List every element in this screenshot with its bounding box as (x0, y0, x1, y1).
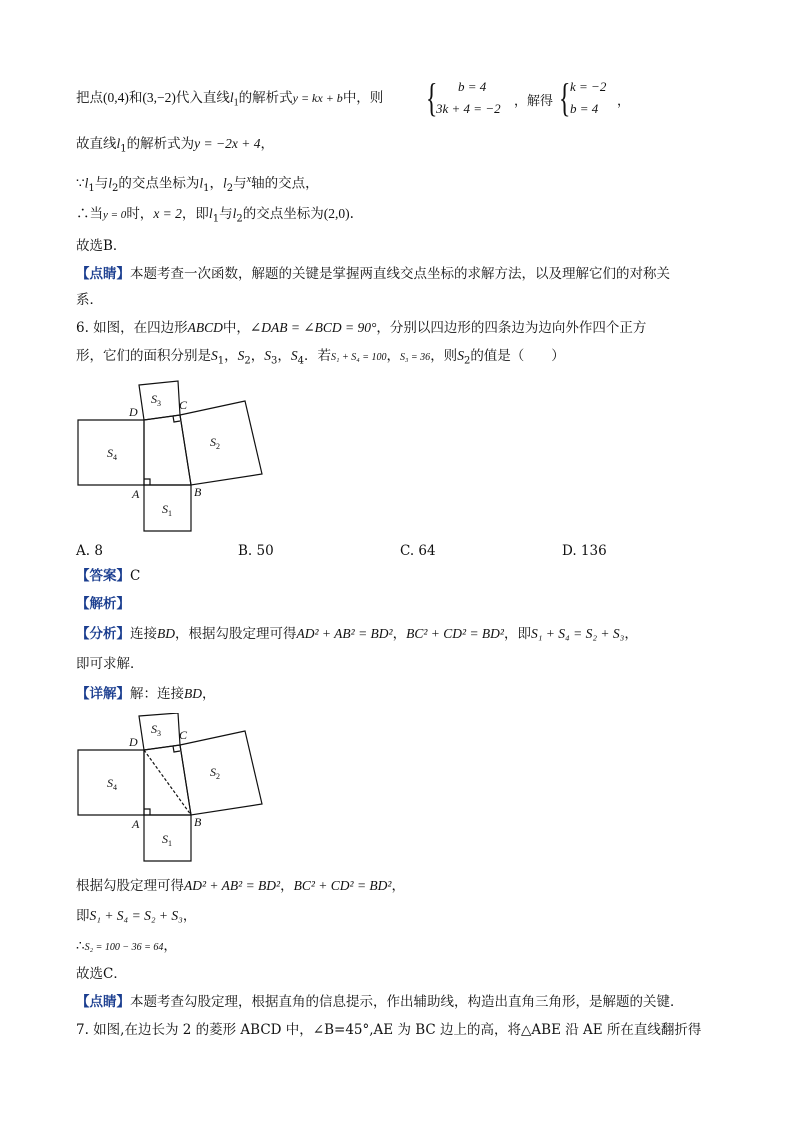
text: 本题考查勾股定理，根据直角的信息提示，作出辅助线，构造出直角三角形，是解题的关键． (130, 994, 684, 1010)
square-s2 (180, 731, 262, 815)
solution-line-3: $\because l_1$与$l_2$的交点坐标为$l_1$，$l_2$与$^x$轴的交点， (76, 174, 319, 195)
text: 故直线 (76, 136, 117, 152)
after-line-1 (76, 876, 405, 896)
equation: y = −2x + 4 (194, 136, 261, 151)
label-a: A (132, 487, 140, 501)
option-c[interactable]: C. 64 (400, 543, 436, 559)
solution-line-1 (76, 88, 383, 114)
text: . (349, 206, 354, 222)
option-a[interactable]: A. 8 (76, 543, 103, 559)
after-line-2 (76, 906, 196, 926)
right-angle-c (173, 746, 180, 752)
system2-eq1: k = −2 (570, 79, 607, 94)
diagonal-bd (144, 750, 191, 815)
tag-dianjing: 【点睛】 (76, 266, 130, 282)
tag-fenxi: 【分析】 (76, 626, 130, 642)
text: ， (209, 175, 224, 192)
quadrilateral-abcd (144, 415, 191, 485)
equation: x = 2 (153, 206, 182, 221)
text: 本题考查一次函数，解题的关键是掌握两直线交点坐标的求解方法，以及理解它们的对称关 (130, 266, 670, 282)
text: 的值是（ ） (470, 348, 565, 364)
line-l: l (229, 90, 234, 105)
subscript: 1 (233, 97, 239, 109)
label-s4: $S_4$ (107, 446, 117, 462)
quad-abcd: ABCD (187, 320, 223, 335)
text: ， (617, 94, 631, 109)
equation: S₁ + S₄ = S₂ + S₃ (530, 626, 625, 641)
solution-line-2: 故直线$l_1$的解析式为y = −2x + 4， (76, 136, 274, 155)
text: 代入直线 (175, 90, 230, 106)
text: 把点 (76, 90, 103, 106)
equation: BC² + CD² = BD² (293, 878, 392, 893)
label-d: D (129, 735, 138, 749)
label-s2: $S_2$ (210, 435, 220, 451)
right-angle-a (144, 479, 150, 485)
x-axis: x (246, 174, 252, 185)
equation: S₂ = 100 − 36 = 64 (84, 942, 164, 953)
fenxi-line-2: 即可求解． (76, 656, 144, 672)
label-c: C (179, 728, 188, 742)
label-a: A (132, 817, 140, 831)
figure-squares-with-bd (76, 713, 276, 873)
text: ， (280, 878, 294, 894)
after-line-3 (76, 936, 177, 958)
text: ， (202, 686, 216, 702)
label-b: B (194, 815, 202, 829)
label-s4: $S_4$ (107, 776, 117, 792)
text: 解：连接 (130, 686, 184, 702)
text: 中，则 (342, 90, 384, 106)
equation: S₁ + S₄ = S₂ + S₃ (89, 908, 183, 923)
text: ∴ (76, 938, 85, 954)
text: BD (157, 626, 175, 641)
text: ，根据勾股定理可得 (175, 626, 297, 642)
text: ， (163, 938, 177, 954)
angle-eq: ∠DAB = ∠BCD = 90° (249, 320, 377, 335)
text: 的交点坐标为 (118, 175, 200, 192)
label-b: B (194, 485, 202, 499)
tag-analysis: 【解析】 (76, 596, 130, 612)
text: 形，它们的面积分别是 (76, 348, 211, 364)
tag-answer: 【答案】 (76, 568, 130, 584)
text: 的解析式 (238, 90, 293, 106)
text: ∴当 (76, 206, 103, 222)
answer-line (76, 566, 140, 586)
left-brace: { (425, 75, 438, 120)
text: 与 (233, 175, 247, 192)
label-s1: $S_1$ (162, 502, 172, 518)
text: 的交点坐标为 (242, 206, 324, 222)
point-3-neg2: (3,−2) (142, 90, 176, 105)
question-6-line-1 (76, 318, 646, 338)
point-0-4: (0,4) (103, 90, 129, 105)
text: ， (624, 626, 638, 642)
option-d[interactable]: D. 136 (562, 543, 607, 559)
point-2-0: (2,0) (323, 206, 350, 221)
option-b[interactable]: B. 50 (238, 543, 274, 559)
text: ，则 (430, 348, 458, 364)
text: 轴的交点， (251, 175, 319, 192)
label-s1: $S_1$ (162, 832, 172, 848)
comment-2 (76, 992, 684, 1012)
choose-b: 故选B． (76, 238, 127, 254)
text: ．若 (304, 348, 331, 364)
system1-eq1: b = 4 (458, 79, 487, 94)
text: ，解得 (514, 94, 554, 109)
system1-eq2: 3k + 4 = −2 (436, 101, 501, 116)
text: ，即 (503, 626, 531, 642)
condition-2: S₃ = 36 (399, 352, 431, 363)
answer-value: C (130, 568, 141, 584)
equation: y = kx + b (292, 91, 343, 105)
equation: y = 0 (103, 209, 127, 221)
equation: BC² + CD² = BD² (406, 626, 504, 641)
solution-line-4: ∴当y = 0时，x = 2，即$l_1$与$l_2$的交点坐标为(2,0). (76, 206, 354, 225)
text: 连接 (130, 626, 157, 642)
comment-1 (76, 264, 670, 284)
tag-detail: 【详解】 (76, 686, 130, 702)
text: ，分别以四边形的四条边为边向外作四个正方 (376, 320, 647, 336)
text: 的解析式为 (126, 136, 195, 152)
figure-squares (76, 378, 276, 538)
label-s2: $S_2$ (210, 765, 220, 781)
fenxi-line-1 (76, 624, 638, 644)
question-6-line-2: 形，它们的面积分别是$S_1$，$S_2$，$S_3$，$S_4$．若S₁ + S₄ = 100，S₃ = 36，则$S_2$的值是（ ） (76, 348, 565, 367)
detail-line (76, 684, 216, 704)
text: ， (392, 626, 407, 642)
right-angle-c (173, 416, 180, 422)
text: 时， (126, 206, 154, 222)
text: BD (184, 686, 202, 701)
comment-1-cont: 系． (76, 292, 103, 308)
tag-dianjing: 【点睛】 (76, 994, 130, 1010)
text: 即 (76, 908, 90, 924)
square-s2 (180, 401, 262, 485)
label-s3: $S_3$ (151, 392, 161, 408)
text: ∵ (76, 175, 85, 192)
question-7: 7. 如图,在边长为 2 的菱形 ABCD 中，∠B=45°,AE 为 BC 边上的高，将△ABE 沿 AE 所在直线翻折得 (76, 1022, 702, 1038)
condition-1: S₁ + S₄ = 100 (331, 352, 387, 363)
equation: AD² + AB² = BD² (184, 878, 281, 893)
label-d: D (129, 405, 138, 419)
text: 和 (128, 90, 143, 106)
choose-c: 故选C． (76, 966, 127, 982)
text: 6. 如图，在四边形 (76, 320, 188, 336)
text: 与 (219, 206, 233, 222)
system2-eq2: b = 4 (570, 101, 599, 116)
equation: AD² + AB² = BD² (296, 626, 393, 641)
left-brace: { (558, 75, 571, 120)
label-s3: $S_3$ (151, 722, 161, 738)
text: ， (182, 908, 197, 924)
label-c: C (179, 398, 188, 412)
text: 根据勾股定理可得 (76, 878, 184, 894)
text: ， (391, 878, 405, 894)
text: ，即 (181, 206, 209, 222)
right-angle-a (144, 809, 150, 815)
text: 中， (222, 320, 250, 336)
text: ， (260, 136, 274, 152)
text: 与 (94, 175, 109, 192)
